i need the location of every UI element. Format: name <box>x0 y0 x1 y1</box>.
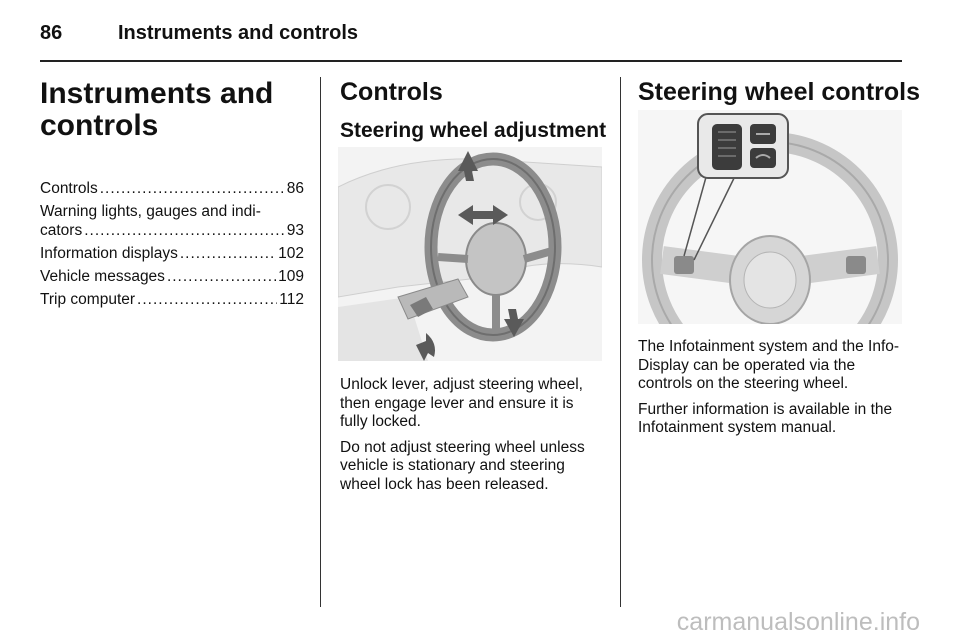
toc-entry-label[interactable]: Information displays <box>40 245 178 262</box>
toc-entry-label-continued[interactable]: cators <box>40 222 83 239</box>
header-rule <box>40 60 902 62</box>
column-divider <box>320 77 321 607</box>
steering-adjustment-diagram <box>338 147 602 361</box>
toc-entry-controls[interactable] <box>40 179 304 198</box>
steering-controls-diagram <box>638 110 902 324</box>
toc-leader-dots <box>137 290 277 309</box>
toc-page-number[interactable]: 102 <box>278 245 304 262</box>
table-of-contents <box>40 179 304 313</box>
footer-watermark <box>0 608 960 637</box>
toc-entry-label[interactable]: Trip computer <box>40 291 136 308</box>
toc-page-number[interactable]: 86 <box>286 180 304 197</box>
toc-page-number[interactable]: 93 <box>286 222 304 239</box>
steering-controls-text <box>638 338 902 445</box>
toc-leader-dots <box>180 244 276 263</box>
subsection-title-steering-adjustment: Steering wheel adjustment <box>340 119 607 142</box>
paragraph-unlock-lever: Unlock lever, adjust steering wheel, then engage lever and ensure it is fully locked. <box>340 376 583 430</box>
column-divider <box>620 77 621 607</box>
toc-page-number[interactable]: 112 <box>279 291 304 308</box>
paragraph-do-not-adjust: Do not adjust steering wheel unless vehicle is stationary and steering wheel lock has been released. <box>340 438 585 493</box>
toc-leader-dots <box>167 267 276 286</box>
toc-entry-trip-computer[interactable] <box>40 290 304 309</box>
toc-entry-vehicle-messages[interactable] <box>40 267 304 286</box>
paragraph-infotainment-operation: The Infotainment system and the Info-Display can be operated via the controls on the steering wheel. <box>638 338 900 392</box>
toc-entry-warning-lights[interactable] <box>40 202 304 240</box>
toc-entry-label[interactable]: Warning lights, gauges and indi- <box>40 203 261 220</box>
chapter-title: Instruments and controls <box>40 77 274 142</box>
toc-entry-label[interactable]: Vehicle messages <box>40 268 165 285</box>
toc-page-number[interactable]: 109 <box>278 268 304 285</box>
toc-entry-information-displays[interactable] <box>40 244 304 263</box>
steering-controls-illustration <box>638 110 902 324</box>
steering-adjustment-text <box>340 376 602 501</box>
steering-adjustment-illustration <box>338 147 602 361</box>
toc-leader-dots <box>84 221 285 240</box>
header-title: Instruments and controls <box>118 22 359 44</box>
paragraph-further-information: Further information is available in the Infotainment system manual. <box>638 400 893 436</box>
section-title-controls: Controls <box>340 78 443 106</box>
toc-entry-label[interactable]: Controls <box>40 180 98 197</box>
watermark-text: carmanualsonline.info <box>676 608 920 636</box>
toc-leader-dots <box>100 179 285 198</box>
section-title-steering-controls: Steering wheel controls <box>638 78 921 106</box>
page-number: 86 <box>40 22 63 44</box>
